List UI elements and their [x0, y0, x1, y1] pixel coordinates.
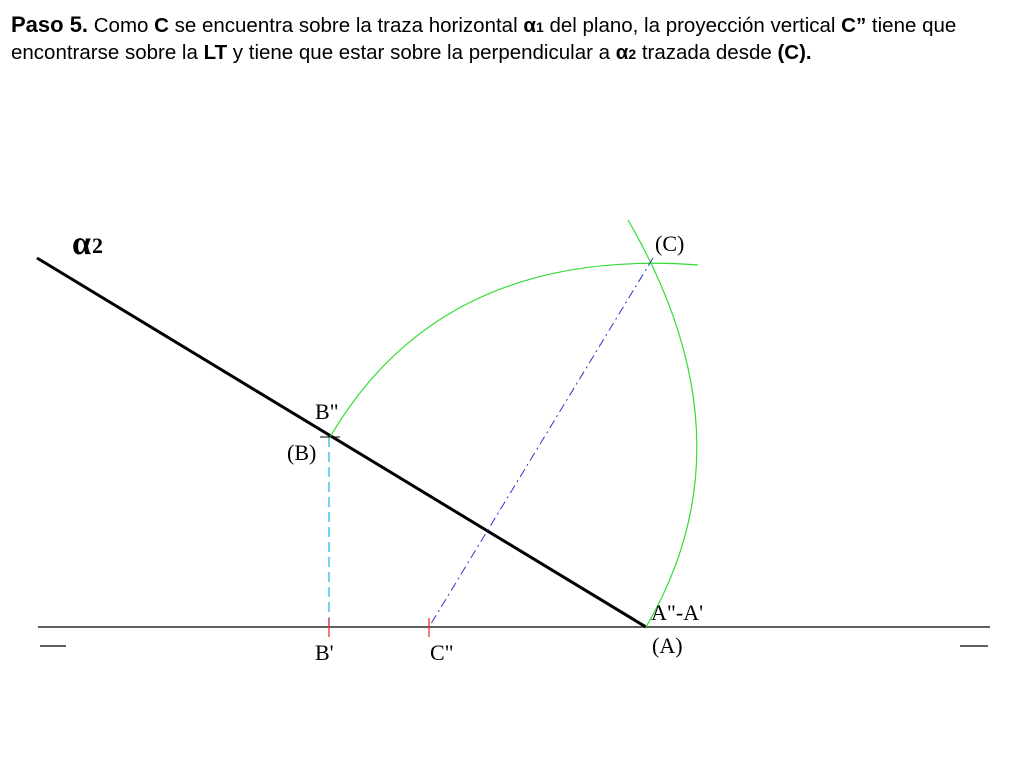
label-a-paren: (A): [652, 633, 683, 658]
perpendicular-from-c: [429, 258, 653, 627]
rotation-arc-b-to-c: [330, 263, 698, 437]
label-b-double: B": [315, 399, 339, 424]
alpha2-label: α: [72, 225, 91, 262]
alpha2-subscript: 2: [92, 233, 103, 258]
label-c-double: C": [430, 640, 454, 665]
vertical-trace-alpha2: [37, 258, 646, 627]
step-description: Paso 5. Como C se encuentra sobre la traza horizontal α1 del plano, la proyección vertical C” tiene que encontrarse sobre la LT y tiene que estar sobre la perpendicular a α2 trazada desde (C).: [11, 12, 957, 64]
step-number: Paso 5.: [11, 12, 89, 37]
label-b-paren: (B): [287, 440, 317, 465]
label-b-prime: B': [315, 640, 334, 665]
label-c-paren: (C): [655, 231, 685, 256]
label-a-pair: A"-A': [651, 600, 704, 625]
rotation-arc-a-to-c: [628, 220, 697, 627]
